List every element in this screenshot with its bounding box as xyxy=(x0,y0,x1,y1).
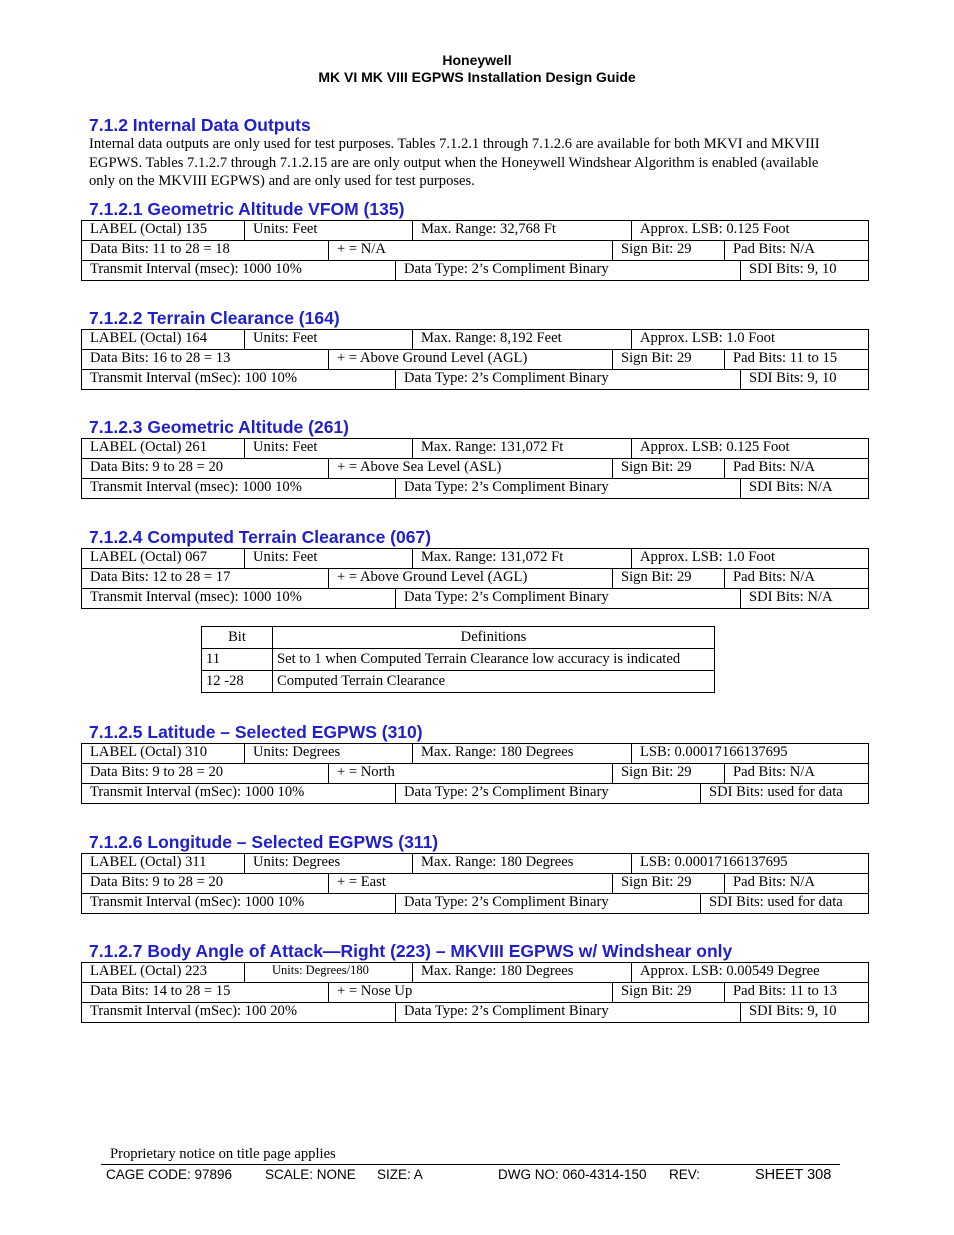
sdi-bits-cell: SDI Bits: N/A xyxy=(740,479,833,498)
spec-row xyxy=(82,260,868,280)
label-cell: LABEL (Octal) 067 xyxy=(90,549,207,565)
plus-cell: + = East xyxy=(328,874,386,893)
sign-bit-cell: Sign Bit: 29 xyxy=(612,983,692,1002)
bit-column-header: Bit xyxy=(202,627,273,649)
units-cell: Units: Feet xyxy=(244,330,317,349)
lsb-cell: Approx. LSB: 1.0 Foot xyxy=(631,330,775,349)
data-type-cell: Data Type: 2’s Compliment Binary xyxy=(395,479,609,498)
lsb-cell: LSB: 0.00017166137695 xyxy=(631,854,788,873)
spec-row xyxy=(82,744,868,763)
spec-row xyxy=(82,240,868,260)
lsb-cell: LSB: 0.00017166137695 xyxy=(631,744,788,763)
data-type-cell: Data Type: 2’s Compliment Binary xyxy=(395,894,609,913)
table-heading: 7.1.2.4 Computed Terrain Clearance (067) xyxy=(89,527,432,547)
size: SIZE: A xyxy=(377,1167,423,1182)
pad-bits-cell: Pad Bits: N/A xyxy=(724,241,815,260)
spec-table xyxy=(81,329,869,390)
pad-bits-cell: Pad Bits: 11 to 13 xyxy=(724,983,837,1002)
interval-cell: Transmit Interval (mSec): 1000 10% xyxy=(90,784,305,800)
range-cell: Max. Range: 180 Degrees xyxy=(412,963,573,982)
label-cell: LABEL (Octal) 164 xyxy=(90,330,207,346)
spec-table xyxy=(81,743,869,804)
section-paragraph: Internal data outputs are only used for test purposes. Tables 7.1.2.1 through 7.1.2.6 are available for both MKVI and MKVIII EGPWS. Tables 7.1.2.7 through 7.1.2.15 are are only output when the Honeywell Windshear Algorithm is enabled (available only on the MKVIII EGPWS) and are only used for test purposes. xyxy=(89,136,820,189)
sign-bit-cell: Sign Bit: 29 xyxy=(612,764,692,783)
sdi-bits-cell: SDI Bits: 9, 10 xyxy=(740,370,837,389)
table-heading: 7.1.2.3 Geometric Altitude (261) xyxy=(89,417,349,437)
revision: REV: xyxy=(669,1167,701,1182)
sdi-bits-cell: SDI Bits: used for data xyxy=(700,894,843,913)
definitions-table xyxy=(201,626,715,693)
spec-row xyxy=(82,783,868,803)
data-type-cell: Data Type: 2’s Compliment Binary xyxy=(395,589,609,608)
interval-cell: Transmit Interval (mSec): 100 20% xyxy=(90,1003,297,1019)
spec-row xyxy=(82,369,868,389)
spec-row xyxy=(82,330,868,349)
spec-table xyxy=(81,962,869,1023)
sheet-number: SHEET 308 xyxy=(755,1167,832,1183)
units-cell: Units: Feet xyxy=(244,439,317,458)
label-cell: LABEL (Octal) 135 xyxy=(90,221,207,237)
spec-row xyxy=(82,549,868,568)
cage-code: CAGE CODE: 97896 xyxy=(106,1167,233,1182)
label-cell: LABEL (Octal) 310 xyxy=(90,744,207,760)
range-cell: Max. Range: 131,072 Ft xyxy=(412,439,563,458)
plus-cell: + = Above Ground Level (AGL) xyxy=(328,569,527,588)
units-cell: Units: Degrees xyxy=(244,744,340,763)
data-bits-cell: Data Bits: 12 to 28 = 17 xyxy=(90,569,231,585)
units-cell: Units: Degrees xyxy=(244,854,340,873)
table-heading: 7.1.2.6 Longitude – Selected EGPWS (311) xyxy=(89,832,439,852)
pad-bits-cell: Pad Bits: N/A xyxy=(724,874,815,893)
sign-bit-cell: Sign Bit: 29 xyxy=(612,241,692,260)
data-type-cell: Data Type: 2’s Compliment Binary xyxy=(395,261,609,280)
definitions-header-row xyxy=(202,627,715,649)
definitions-column-header: Definitions xyxy=(273,627,715,649)
section-heading: 7.1.2 Internal Data Outputs xyxy=(89,115,311,135)
sign-bit-cell: Sign Bit: 29 xyxy=(612,874,692,893)
spec-row xyxy=(82,568,868,588)
pad-bits-cell: Pad Bits: N/A xyxy=(724,764,815,783)
definition-cell: Computed Terrain Clearance xyxy=(273,671,715,693)
spec-row xyxy=(82,982,868,1002)
data-bits-cell: Data Bits: 14 to 28 = 15 xyxy=(90,983,231,999)
bit-cell: 12 -28 xyxy=(202,671,273,693)
drawing-number: DWG NO: 060-4314-150 xyxy=(498,1167,647,1182)
range-cell: Max. Range: 131,072 Ft xyxy=(412,549,563,568)
table-row xyxy=(202,671,715,693)
header-title: MK VI MK VIII EGPWS Installation Design Guide xyxy=(318,69,636,85)
spec-row xyxy=(82,349,868,369)
label-cell: LABEL (Octal) 311 xyxy=(90,854,207,870)
proprietary-notice: Proprietary notice on title page applies xyxy=(110,1146,336,1162)
footer-divider xyxy=(101,1164,840,1165)
table-row xyxy=(202,649,715,671)
data-type-cell: Data Type: 2’s Compliment Binary xyxy=(395,784,609,803)
spec-row xyxy=(82,963,868,982)
data-bits-cell: Data Bits: 11 to 28 = 18 xyxy=(90,241,230,257)
definition-cell: Set to 1 when Computed Terrain Clearance low accuracy is indicated xyxy=(273,649,715,671)
table-heading: 7.1.2.2 Terrain Clearance (164) xyxy=(89,308,340,328)
pad-bits-cell: Pad Bits: N/A xyxy=(724,569,815,588)
sdi-bits-cell: SDI Bits: 9, 10 xyxy=(740,261,837,280)
spec-table xyxy=(81,548,869,609)
interval-cell: Transmit Interval (msec): 1000 10% xyxy=(90,589,302,605)
header-company: Honeywell xyxy=(442,52,512,68)
sign-bit-cell: Sign Bit: 29 xyxy=(612,350,692,369)
data-bits-cell: Data Bits: 16 to 28 = 13 xyxy=(90,350,231,366)
range-cell: Max. Range: 32,768 Ft xyxy=(412,221,556,240)
data-type-cell: Data Type: 2’s Compliment Binary xyxy=(395,1003,609,1022)
plus-cell: + = Nose Up xyxy=(328,983,412,1002)
spec-row xyxy=(82,763,868,783)
range-cell: Max. Range: 180 Degrees xyxy=(412,744,573,763)
label-cell: LABEL (Octal) 223 xyxy=(90,963,207,979)
range-cell: Max. Range: 180 Degrees xyxy=(412,854,573,873)
table-heading: 7.1.2.5 Latitude – Selected EGPWS (310) xyxy=(89,722,423,742)
interval-cell: Transmit Interval (msec): 1000 10% xyxy=(90,479,302,495)
range-cell: Max. Range: 8,192 Feet xyxy=(412,330,562,349)
sdi-bits-cell: SDI Bits: N/A xyxy=(740,589,833,608)
spec-row xyxy=(82,221,868,240)
spec-row xyxy=(82,439,868,458)
interval-cell: Transmit Interval (mSec): 1000 10% xyxy=(90,894,305,910)
lsb-cell: Approx. LSB: 1.0 Foot xyxy=(631,549,775,568)
spec-row xyxy=(82,1002,868,1022)
sign-bit-cell: Sign Bit: 29 xyxy=(612,569,692,588)
plus-cell: + = Above Ground Level (AGL) xyxy=(328,350,527,369)
lsb-cell: Approx. LSB: 0.125 Foot xyxy=(631,439,790,458)
lsb-cell: Approx. LSB: 0.125 Foot xyxy=(631,221,790,240)
interval-cell: Transmit Interval (mSec): 100 10% xyxy=(90,370,297,386)
units-cell: Units: Feet xyxy=(244,221,317,240)
plus-cell: + = N/A xyxy=(328,241,386,260)
spec-row xyxy=(82,873,868,893)
sdi-bits-cell: SDI Bits: used for data xyxy=(700,784,843,803)
table-heading: 7.1.2.7 Body Angle of Attack—Right (223) – MKVIII EGPWS w/ Windshear only xyxy=(89,941,733,961)
spec-table xyxy=(81,438,869,499)
spec-row xyxy=(82,854,868,873)
scale: SCALE: NONE xyxy=(265,1167,356,1182)
spec-row xyxy=(82,478,868,498)
spec-row xyxy=(82,588,868,608)
pad-bits-cell: Pad Bits: 11 to 15 xyxy=(724,350,837,369)
units-cell: Units: Feet xyxy=(244,549,317,568)
data-bits-cell: Data Bits: 9 to 28 = 20 xyxy=(90,764,224,780)
data-type-cell: Data Type: 2’s Compliment Binary xyxy=(395,370,609,389)
plus-cell: + = North xyxy=(328,764,395,783)
spec-row xyxy=(82,458,868,478)
data-bits-cell: Data Bits: 9 to 28 = 20 xyxy=(90,874,224,890)
lsb-cell: Approx. LSB: 0.00549 Degree xyxy=(631,963,820,982)
sign-bit-cell: Sign Bit: 29 xyxy=(612,459,692,478)
table-heading: 7.1.2.1 Geometric Altitude VFOM (135) xyxy=(89,199,405,219)
bit-cell: 11 xyxy=(202,649,273,671)
data-bits-cell: Data Bits: 9 to 28 = 20 xyxy=(90,459,224,475)
spec-table xyxy=(81,853,869,914)
spec-row xyxy=(82,893,868,913)
units-cell: Units: Degrees/180 xyxy=(244,963,369,982)
pad-bits-cell: Pad Bits: N/A xyxy=(724,459,815,478)
sdi-bits-cell: SDI Bits: 9, 10 xyxy=(740,1003,837,1022)
interval-cell: Transmit Interval (msec): 1000 10% xyxy=(90,261,302,277)
label-cell: LABEL (Octal) 261 xyxy=(90,439,207,455)
plus-cell: + = Above Sea Level (ASL) xyxy=(328,459,501,478)
spec-table xyxy=(81,220,869,281)
